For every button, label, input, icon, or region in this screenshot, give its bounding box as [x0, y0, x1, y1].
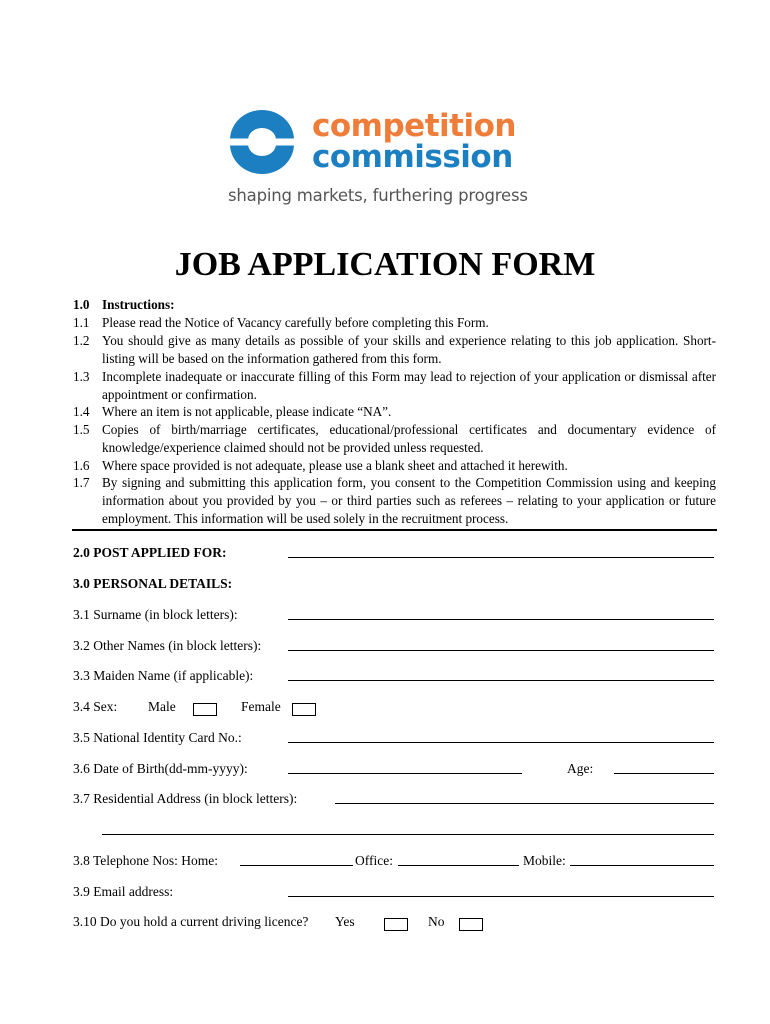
other-names-label: 3.2 Other Names (in block letters):	[73, 638, 262, 653]
male-label: Male	[148, 699, 176, 714]
logo-tagline: shaping markets, furthering progress	[228, 186, 528, 205]
personal-details-heading: 3.0 PERSONAL DETAILS:	[73, 576, 233, 591]
age-label: Age:	[567, 761, 594, 776]
logo	[224, 108, 534, 208]
national-id-label: 3.5 National Identity Card No.:	[73, 730, 242, 745]
instruction-text: Where space provided is not adequate, please use a blank sheet and attached it herewith.	[102, 458, 568, 473]
female-label: Female	[241, 699, 281, 714]
instruction-number: 1.2	[73, 333, 90, 348]
instruction-number: 1.3	[73, 369, 90, 384]
email-field[interactable]	[288, 896, 714, 897]
address-field-line1[interactable]	[335, 803, 714, 804]
sex-label: 3.4 Sex:	[73, 699, 118, 714]
instruction-text: Where an item is not applicable, please indicate “NA”.	[102, 404, 392, 419]
licence-yes-checkbox[interactable]	[384, 918, 408, 931]
telephone-mobile-label: Mobile:	[523, 853, 566, 868]
logo-text-commission: commission	[312, 139, 513, 175]
address-field-line2[interactable]	[102, 834, 714, 835]
instruction-text: By signing and submitting this application form, you consent to the Competition Commission using and keeping information about you provided by you – or third parties such as referees – relating to your application or future employment. This information will be used solely in the recruitment process.	[102, 475, 716, 526]
surname-label: 3.1 Surname (in block letters):	[73, 607, 238, 622]
licence-no-label: No	[428, 914, 445, 929]
instruction-number: 1.5	[73, 422, 90, 437]
address-label: 3.7 Residential Address (in block letters):	[73, 791, 298, 806]
instruction-text: You should give as many details as possible of your skills and experience relating to this job application. Short-listing will be based on the information gathered from this form.	[102, 333, 716, 366]
telephone-office-field[interactable]	[398, 865, 519, 866]
female-checkbox[interactable]	[292, 703, 316, 716]
post-applied-label: 2.0 POST APPLIED FOR:	[73, 545, 227, 560]
licence-yes-label: Yes	[335, 914, 355, 929]
telephone-home-field[interactable]	[240, 865, 353, 866]
male-checkbox[interactable]	[193, 703, 217, 716]
maiden-name-field[interactable]	[288, 680, 714, 681]
licence-no-checkbox[interactable]	[459, 918, 483, 931]
instructions-section	[0, 296, 770, 528]
national-id-field[interactable]	[288, 742, 714, 743]
post-applied-field[interactable]	[288, 557, 714, 558]
age-field[interactable]	[614, 773, 714, 774]
instructions-number: 1.0	[73, 297, 90, 312]
instruction-text: Please read the Notice of Vacancy carefully before completing this Form.	[102, 315, 489, 330]
telephone-home-label: 3.8 Telephone Nos: Home:	[73, 853, 219, 868]
instruction-number: 1.6	[73, 458, 90, 473]
dob-field[interactable]	[288, 773, 522, 774]
telephone-mobile-field[interactable]	[570, 865, 714, 866]
other-names-field[interactable]	[288, 650, 714, 651]
section-divider	[72, 529, 717, 531]
instruction-text: Incomplete inadequate or inaccurate filling of this Form may lead to rejection of your application or dismissal after appointment or confirmation.	[102, 369, 716, 402]
dob-label: 3.6 Date of Birth(dd-mm-yyyy):	[73, 761, 248, 776]
page-title: JOB APPLICATION FORM	[174, 246, 596, 283]
surname-field[interactable]	[288, 619, 714, 620]
instruction-number: 1.7	[73, 475, 90, 490]
telephone-office-label: Office:	[355, 853, 393, 868]
logo-mark-icon	[224, 108, 300, 176]
instruction-number: 1.4	[73, 404, 90, 419]
maiden-name-label: 3.3 Maiden Name (if applicable):	[73, 668, 254, 683]
instructions-heading: Instructions:	[102, 297, 175, 312]
instruction-number: 1.1	[73, 315, 90, 330]
email-label: 3.9 Email address:	[73, 884, 174, 899]
logo-text-competition: competition	[312, 108, 516, 144]
instruction-text: Copies of birth/marriage certificates, educational/professional certificates and documentary evidence of knowledge/experience claimed should not be provided unless requested.	[102, 422, 716, 455]
driving-licence-label: 3.10 Do you hold a current driving licence?	[73, 914, 309, 929]
